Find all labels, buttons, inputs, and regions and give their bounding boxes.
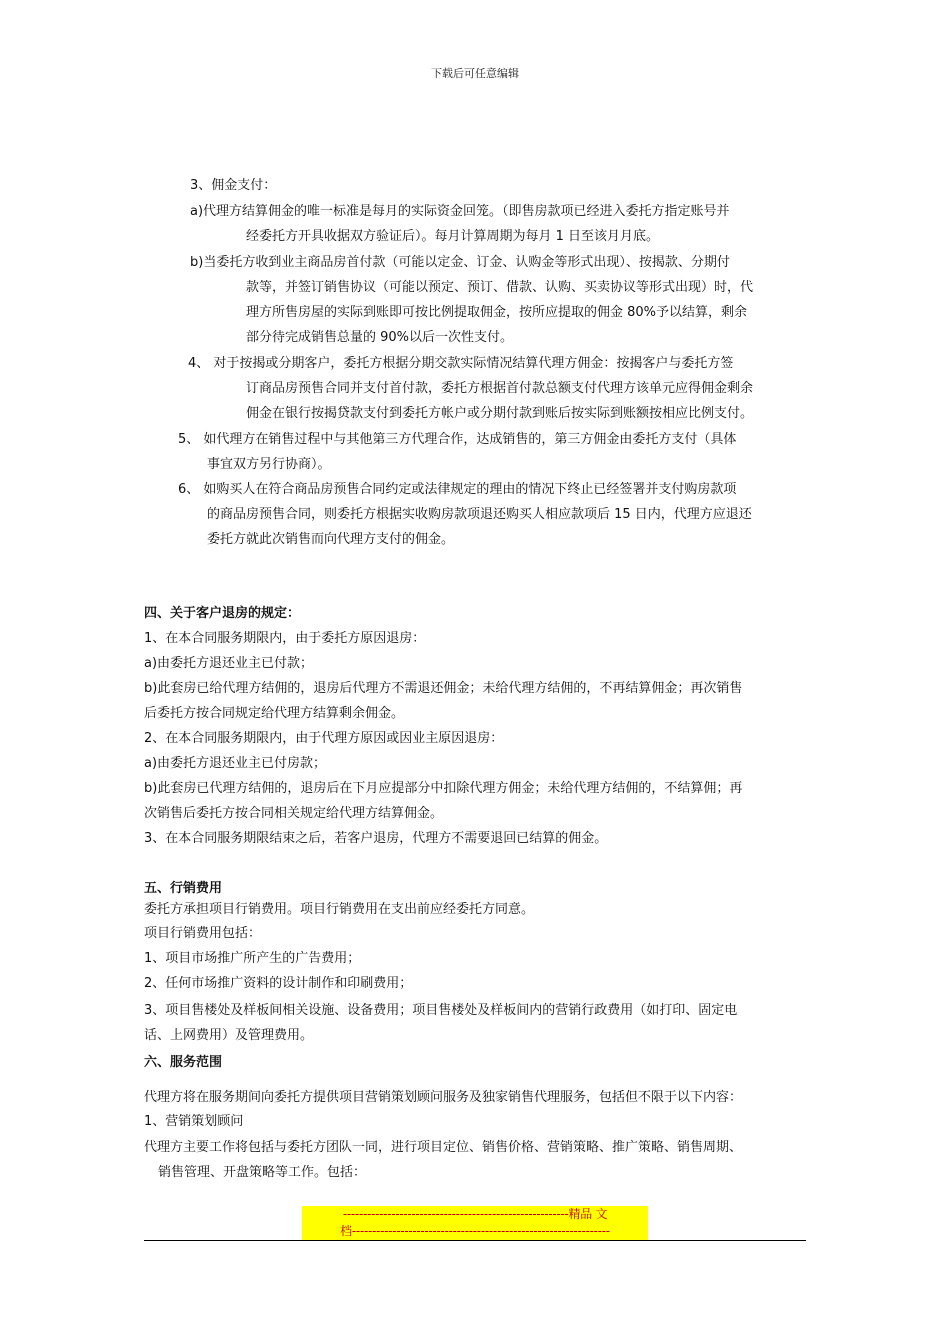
section6-line-1: 代理方将在服务期间向委托方提供项目营销策划顾问服务及独家销售代理服务，包括但不限于以下内容：	[144, 1090, 743, 1105]
commission-b-line-1: b)当委托方收到业主商品房首付款（可能以定金、订金、认购金等形式出现）、按揭款、分期付	[190, 255, 730, 270]
section5-line-5: 3、项目售楼处及样板间相关设施、设备费用；项目售楼处及样板间内的营销行政费用（如打印、固定电	[144, 1003, 738, 1018]
commission-item4-line-1: 4、 对于按揭或分期客户，委托方根据分期交款实际情况结算代理方佣金：按揭客户与委托方签	[188, 356, 734, 371]
commission-item5-line-1: 5、 如代理方在销售过程中与其他第三方代理合作，达成销售的，第三方佣金由委托方支付（具体	[178, 432, 737, 447]
section5-line-2: 项目行销费用包括：	[144, 926, 262, 941]
section6-line-3: 代理方主要工作将包括与委托方团队一同，进行项目定位、销售价格、营销策略、推广策略、销售周期、	[144, 1140, 743, 1155]
section6-title: 六、服务范围	[144, 1055, 223, 1070]
section4-line-5: 2、在本合同服务期限内，由于代理方原因或因业主原因退房：	[144, 731, 504, 746]
section5-line-4: 2、任何市场推广资料的设计制作和印刷费用；	[144, 976, 413, 991]
page-header: 下载后可任意编辑	[431, 67, 519, 80]
section5-title: 五、行销费用	[144, 881, 223, 896]
commission-title: 3、佣金支付：	[190, 178, 277, 193]
footer-divider	[144, 1240, 806, 1241]
commission-item4-line-2: 订商品房预售合同并支付首付款，委托方根据首付款总额支付代理方该单元应得佣金剩余	[246, 381, 754, 396]
commission-a-line-1: a)代理方结算佣金的唯一标准是每月的实际资金回笼。（即售房款项已经进入委托方指定账号并	[190, 204, 730, 219]
section4-line-2: a)由委托方退还业主已付款；	[144, 656, 314, 671]
section5-line-3: 1、项目市场推广所产生的广告费用；	[144, 951, 361, 966]
commission-item6-line-3: 委托方就此次销售而向代理方支付的佣金。	[207, 532, 455, 547]
commission-item6-line-1: 6、 如购买人在符合商品房预售合同约定或法律规定的理由的情况下终止已经签署并支付购房款项	[178, 482, 737, 497]
commission-item5-line-2: 事宜双方另行协商）。	[207, 457, 331, 472]
commission-b-line-3: 理方所售房屋的实际到账即可按比例提取佣金，按所应提取的佣金 80%予以结算，剩余	[246, 305, 748, 320]
section4-line-9: 3、在本合同服务期限结束之后，若客户退房，代理方不需要退回已结算的佣金。	[144, 831, 608, 846]
commission-item4-line-3: 佣金在银行按揭贷款支付到委托方帐户或分期付款到账后按实际到账额按相应比例支付。	[246, 406, 754, 421]
section4-line-4: 后委托方按合同规定给代理方结算剩余佣金。	[144, 706, 405, 721]
section5-line-6: 话、上网费用）及管理费用。	[144, 1028, 314, 1043]
section4-line-3: b)此套房已给代理方结佣的，退房后代理方不需退还佣金；未给代理方结佣的，不再结算佣金；再次销售	[144, 681, 743, 696]
footer-watermark-line-2: 档----------------------------------------------------------------	[302, 1223, 648, 1240]
commission-b-line-4: 部分待完成销售总量的 90%以后一次性支付。	[246, 330, 514, 345]
section4-line-7: b)此套房已代理方结佣的，退房后在下月应提部分中扣除代理方佣金；未给代理方结佣的，不结算佣；再	[144, 781, 743, 796]
commission-item6-line-2: 的商品房预售合同，则委托方根据实收购房款项退还购买人相应款项后 15 日内，代理方应退还	[207, 507, 752, 522]
commission-a-line-2: 经委托方开具收据双方验证后）。每月计算周期为每月 1 日至该月月底。	[246, 229, 660, 244]
section6-line-2: 1、营销策划顾问	[144, 1114, 244, 1129]
section6-line-4: 销售管理、开盘策略等工作。包括：	[158, 1165, 367, 1180]
footer-watermark-line-1: --------------------------------------------------------精品 文	[302, 1206, 648, 1223]
section5-line-1: 委托方承担项目行销费用。项目行销费用在支出前应经委托方同意。	[144, 902, 535, 917]
commission-b-line-2: 款等，并签订销售协议（可能以预定、预订、借款、认购、买卖协议等形式出现）时，代	[246, 280, 754, 295]
section4-title: 四、关于客户退房的规定：	[144, 606, 301, 621]
section4-line-1: 1、在本合同服务期限内，由于委托方原因退房：	[144, 631, 426, 646]
section4-line-6: a)由委托方退还业主已付房款；	[144, 756, 327, 771]
section4-line-8: 次销售后委托方按合同相关规定给代理方结算佣金。	[144, 806, 444, 821]
